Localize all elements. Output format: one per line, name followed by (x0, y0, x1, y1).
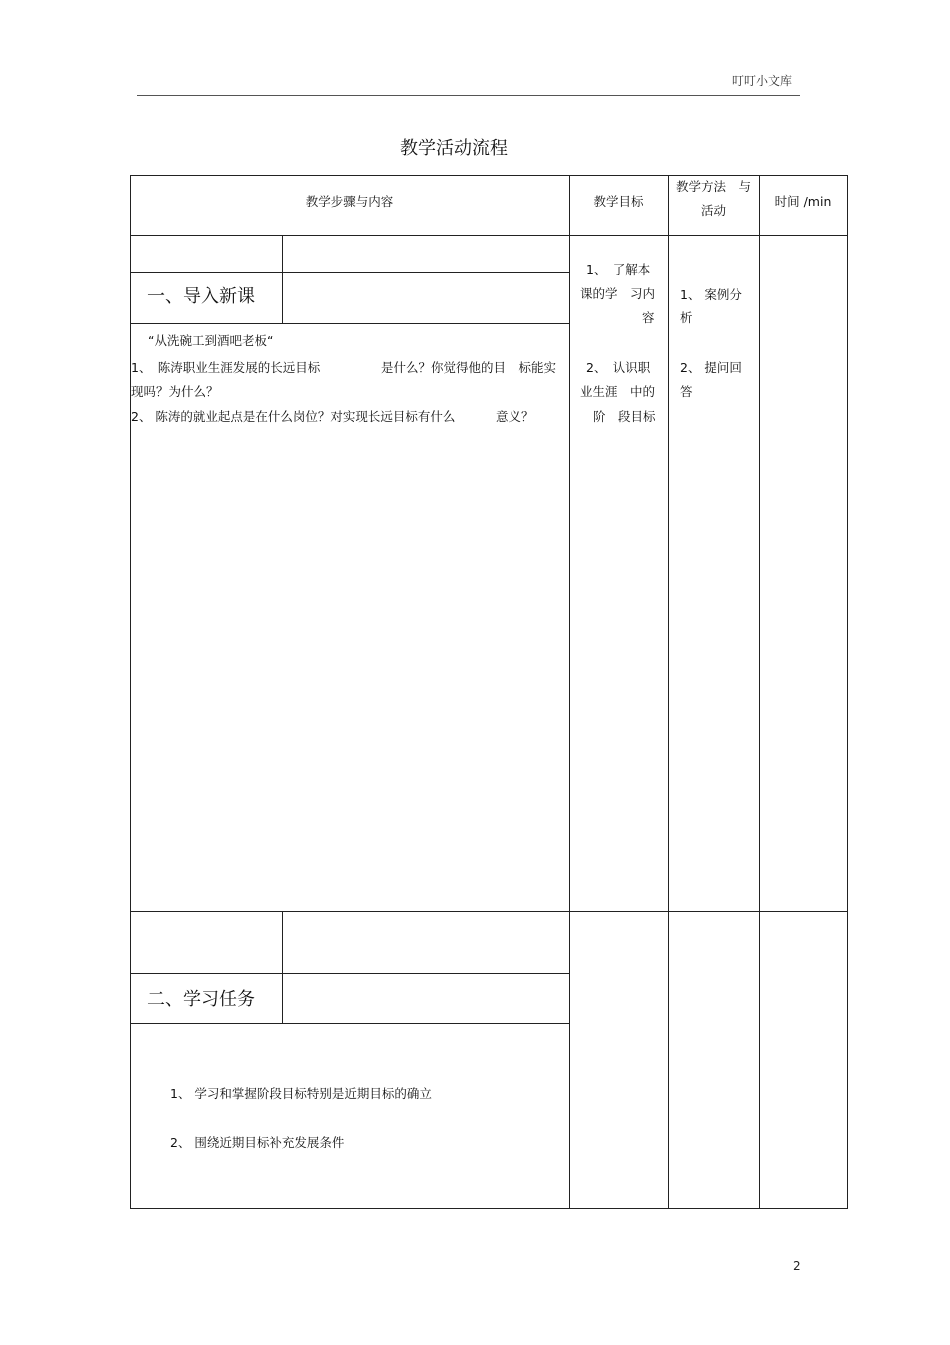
document-title: 教学活动流程 (400, 138, 508, 159)
table-section-divider (130, 911, 848, 912)
goal-2-line3: 阶 段目标 (593, 409, 656, 424)
header-brand: 叮叮小文库 (732, 74, 793, 88)
section2-inner-divider (282, 911, 283, 1023)
table-header-divider (130, 235, 848, 236)
question-2-part1: 2、 陈涛的就业起点是在什么岗位？对实现长远目标有什么 (131, 409, 456, 424)
section2-title: 二、学习任务 (147, 989, 255, 1010)
question-2-part2: 意义？ (496, 409, 534, 424)
section2-row-divider-a (130, 973, 570, 974)
header-time: 时间 /min (774, 194, 832, 209)
section1-row-divider-a (130, 272, 570, 273)
method-2-line1: 2、 提问回 (680, 360, 742, 375)
task-2: 2、 围绕近期目标补充发展条件 (170, 1135, 345, 1150)
method-2-line2: 答 (680, 384, 693, 399)
header-divider (137, 95, 800, 96)
section1-title: 一、导入新课 (147, 286, 255, 307)
section2-row-divider-b (130, 1023, 570, 1024)
question-1-part1: 1、 陈涛职业生涯发展的长远目标 (131, 360, 321, 375)
column-divider-goals (569, 175, 570, 1209)
section1-inner-divider (282, 235, 283, 323)
header-steps: 教学步骤与内容 (305, 194, 394, 209)
page-number: 2 (793, 1259, 801, 1273)
header-methods-line2: 活动 (700, 203, 726, 218)
column-divider-time (759, 175, 760, 1209)
header-goals: 教学目标 (593, 194, 644, 209)
question-1-part2: 是什么？你觉得他的目 标能实 (381, 360, 557, 375)
section1-row-divider-b (130, 323, 570, 324)
method-1-line1: 1、 案例分 (680, 287, 742, 302)
question-1-line2: 现吗？为什么？ (131, 384, 219, 399)
goal-1-line3: 容 (642, 310, 655, 325)
task-1: 1、 学习和掌握阶段目标特别是近期目标的确立 (170, 1086, 432, 1101)
goal-2-line2: 业生涯 中的 (580, 384, 656, 399)
case-title: “从洗碗工到酒吧老板“ (148, 333, 274, 348)
goal-1-line1: 1、 了解本 (586, 262, 651, 277)
method-1-line2: 析 (680, 310, 693, 325)
table-border-left (130, 175, 131, 1209)
header-methods-line1: 教学方法 与 (675, 179, 751, 194)
goal-2-line1: 2、 认识职 (586, 360, 651, 375)
goal-1-line2: 课的学 习内 (580, 286, 656, 301)
column-divider-methods (668, 175, 669, 1209)
table-border-right (847, 175, 848, 1209)
table-border-bottom (130, 1208, 848, 1209)
